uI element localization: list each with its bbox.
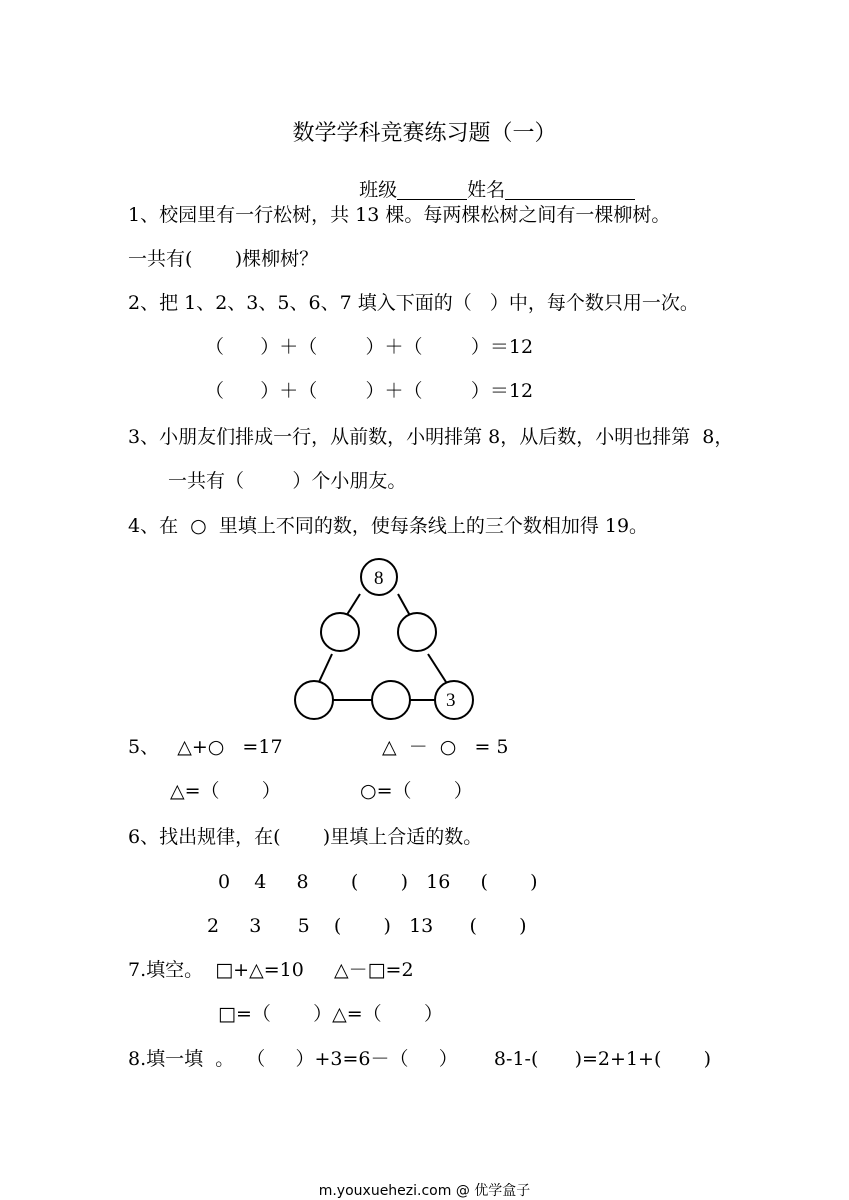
q8-line1: 8.填一填 。 （ ）+3=6－（ ） 8-1-( )=2+1+( ) [128,1048,712,1070]
circle-bottom-mid [372,681,410,719]
circle-right-mid [398,613,436,651]
q1-line2: 一共有( )棵柳树？ [128,248,319,270]
circle-left-mid [321,613,359,651]
q3-line1: 3、小朋友们排成一行，从前数，小明排第 8，从后数，小明也排第 8， [128,426,734,448]
q7-line2: □=（ ）△=（ ） [218,1003,443,1025]
class-blank[interactable] [397,179,467,200]
q5-ans-right: ○=（ ） [360,780,473,802]
name-label: 姓名 [467,179,506,201]
q2-line1: 2、把 1、2、3、5、6、7 填入下面的（ ）中，每个数只用一次。 [128,292,699,314]
q6-seq1: 0 4 8 ( ) 16 ( ) [218,871,538,893]
name-blank[interactable] [505,179,635,200]
class-label: 班级 [359,179,398,201]
student-info [347,160,635,200]
q5-ans-left: △=（ ） [170,780,281,802]
circle-bottom-left [295,681,333,719]
right-circle-value: 3 [446,690,456,711]
q1-line1: 1、校园里有一行松树，共 13 棵。每两棵松树之间有一棵柳树。 [128,204,671,226]
q4-line1: 4、在 ○ 里填上不同的数，使每条线上的三个数相加得 19。 [128,515,649,537]
q6-line1: 6、找出规律，在( )里填上合适的数。 [128,826,483,848]
triangle-diagram [290,555,490,730]
q2-eq2: （ ）＋（ ）＋（ ）＝12 [205,380,534,402]
page-title: 数学学科竞赛练习题（一） [292,121,557,146]
top-circle-value: 8 [374,568,384,589]
q5-eq-right: △ － ○ = 5 [382,736,509,758]
q7-line1: 7.填空。 □+△=10 △－□=2 [128,959,414,981]
q3-line2: 一共有（ ）个小朋友。 [168,470,407,492]
q2-eq1: （ ）＋（ ）＋（ ）＝12 [205,336,534,358]
q5-eq-left: 5、 △+○ =17 [128,736,283,758]
footer-watermark: m.youxuehezi.com @ 优学盒子 [318,1183,531,1199]
q6-seq2: 2 3 5 ( ) 13 ( ) [207,915,527,937]
